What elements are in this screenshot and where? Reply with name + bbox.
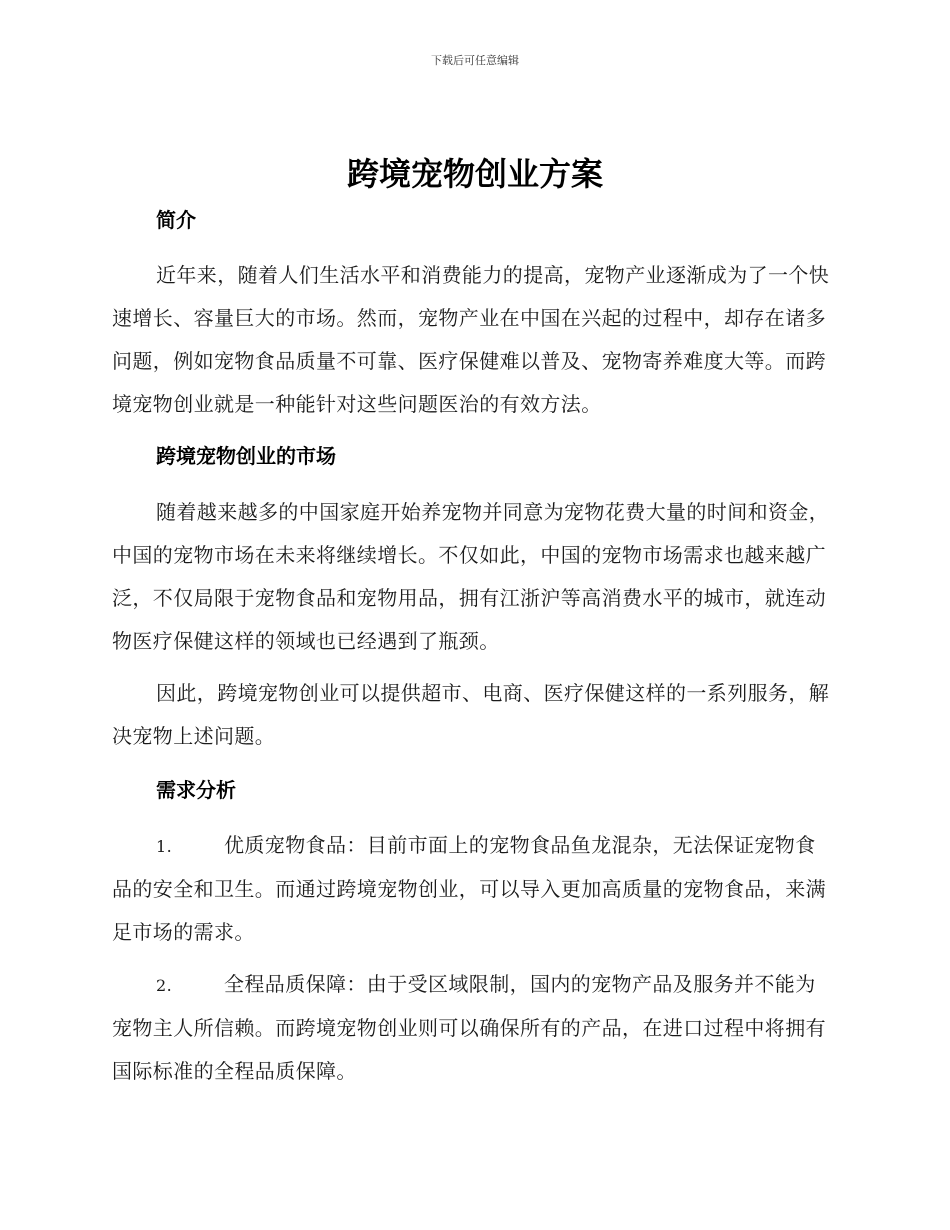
document-title: 跨境宠物创业方案 <box>346 155 603 193</box>
section-heading-intro: 简介 <box>156 208 196 232</box>
list-item-text: 优质宠物食品：目前市面上的宠物食品鱼龙混杂，无法保证宠物食品的安全和卫生。而通过跨境宠物创业，可以导入更加高质量的宠物食品，来满足市场的需求。 <box>112 833 826 944</box>
section-heading-demand: 需求分析 <box>156 778 236 802</box>
list-item-text: 全程品质保障：由于受区域限制，国内的宠物产品及服务并不能为宠物主人所信赖。而跨境宠物创业则可以确保所有的产品，在进口过程中将拥有国际标准的全程品质保障。 <box>112 972 826 1083</box>
market-paragraph-2: 因此，跨境宠物创业可以提供超市、电商、医疗保健这样的一系列服务，解决宠物上述问题。 <box>112 681 830 748</box>
demand-list-item-2 <box>112 963 832 1093</box>
demand-list-item-1 <box>112 824 832 954</box>
intro-paragraph: 近年来，随着人们生活水平和消费能力的提高，宠物产业逐渐成为了一个快速增长、容量巨大的市场。然而，宠物产业在中国在兴起的过程中，却存在诸多问题，例如宠物食品质量不可靠、医疗保健难以普及、宠物寄养难度大等。而跨境宠物创业就是一种能针对这些问题医治的有效方法。 <box>112 263 830 416</box>
page-header-note: 下载后可任意编辑 <box>431 54 519 67</box>
market-paragraph-1: 随着越来越多的中国家庭开始养宠物并同意为宠物花费大量的时间和资金，中国的宠物市场在未来将继续增长。不仅如此，中国的宠物市场需求也越来越广泛，不仅局限于宠物食品和宠物用品，拥有江浙沪等高消费水平的城市，就连动物医疗保健这样的领域也已经遇到了瓶颈。 <box>112 500 830 653</box>
section-heading-market: 跨境宠物创业的市场 <box>156 444 336 468</box>
list-item-number: 1. <box>156 837 173 856</box>
list-item-number: 2. <box>156 976 173 995</box>
